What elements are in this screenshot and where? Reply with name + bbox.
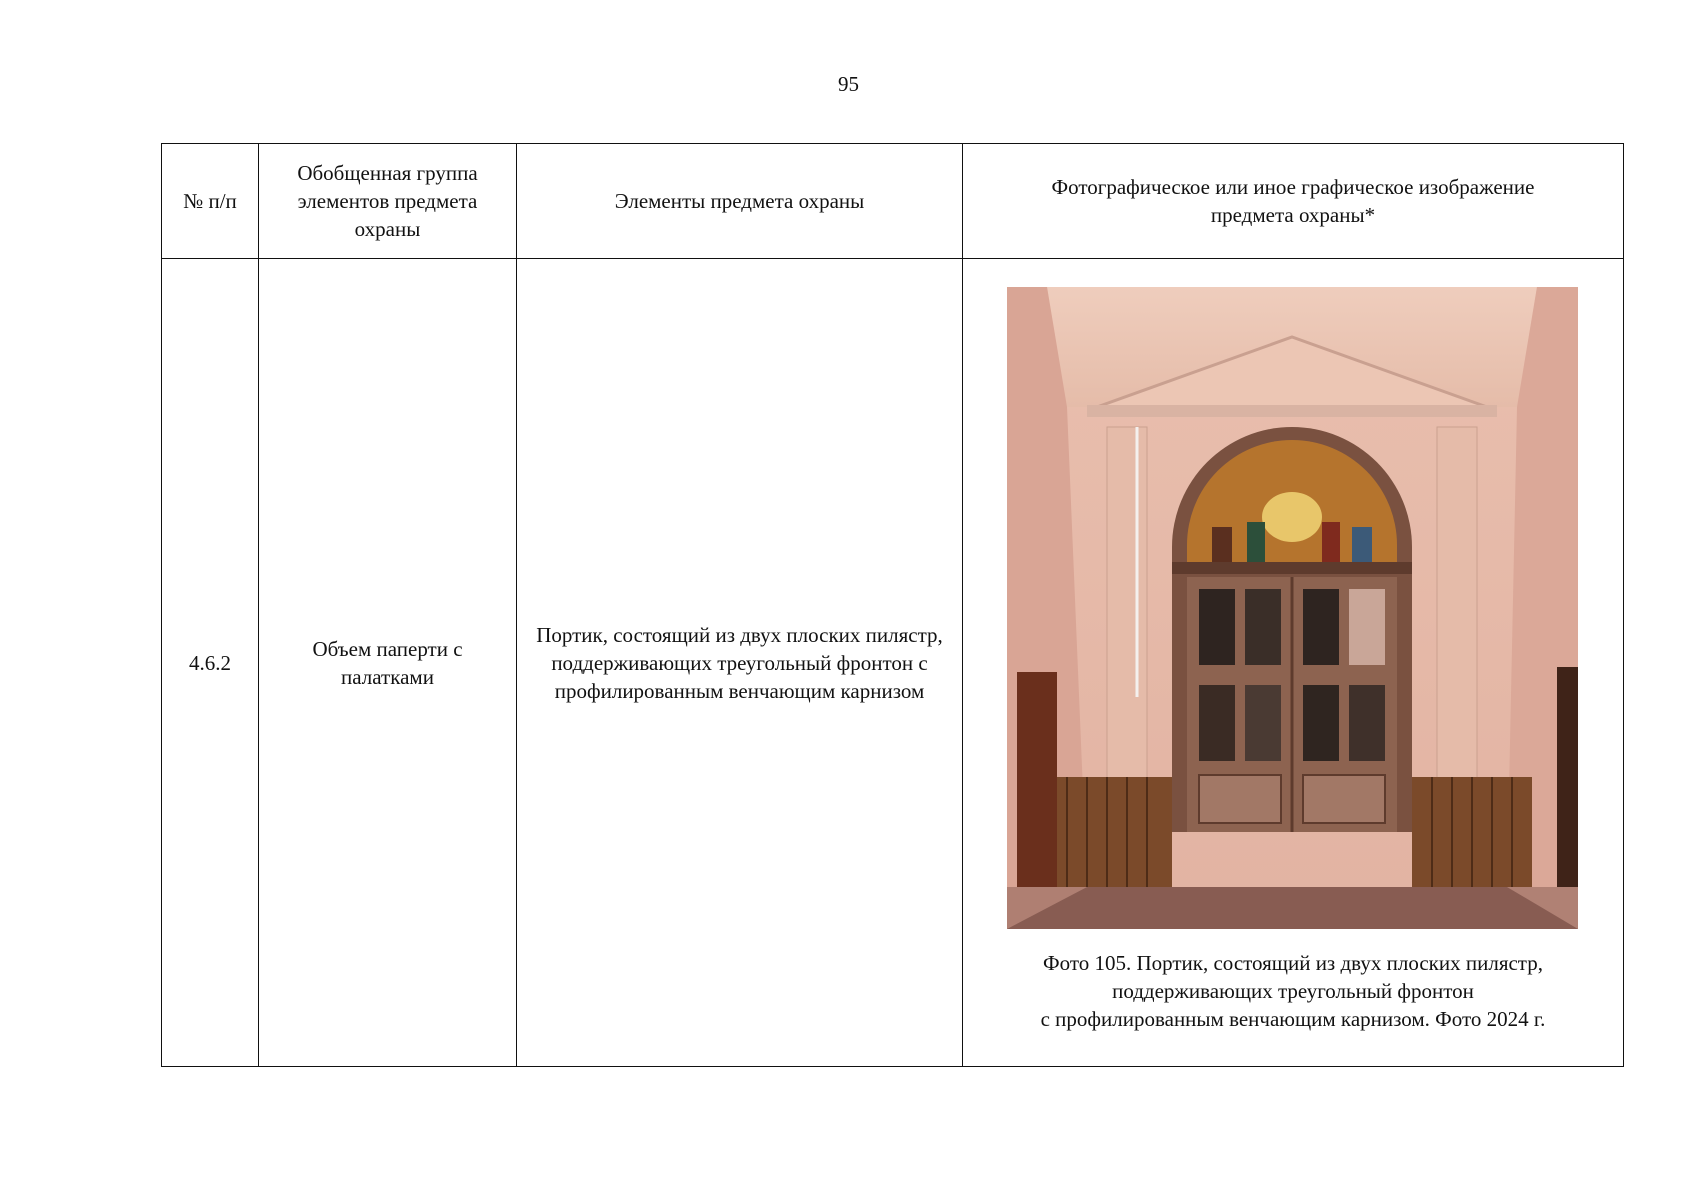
header-number: № п/п [162,144,259,259]
page-number: 95 [838,72,859,96]
photo-caption [963,949,1623,1033]
row-group-text: Объем паперти с палатками [312,636,463,689]
row-group [259,259,517,1067]
row-number: 4.6.2 [162,259,259,1067]
row-elements: Портик, состоящий из двух плоских пилястр, поддерживающих треугольный фронтон с профилированным венчающим карнизом [517,259,963,1067]
photo-caption-line-3: с профилированным венчающим карнизом. Фото 2024 г. [1040,1007,1546,1031]
header-photo [963,144,1624,259]
header-photo-text: Фотографическое или иное графическое изображение предмета охраны* [1051,175,1535,227]
header-group [259,144,517,259]
photo-caption-line-1: Фото 105. Портик, состоящий из двух плоских пилястр, [1043,951,1543,975]
header-elements: Элементы предмета охраны [517,144,963,259]
table-header-row [162,144,1624,259]
row-photo-cell [963,259,1624,1067]
photo-caption-line-2: поддерживающих треугольный фронтон [1112,979,1474,1003]
heritage-table [161,143,1624,1067]
header-group-text: Обобщенная группа элементов предмета охраны [297,161,478,241]
portico-photo [1007,287,1578,929]
table-row [162,259,1624,1067]
